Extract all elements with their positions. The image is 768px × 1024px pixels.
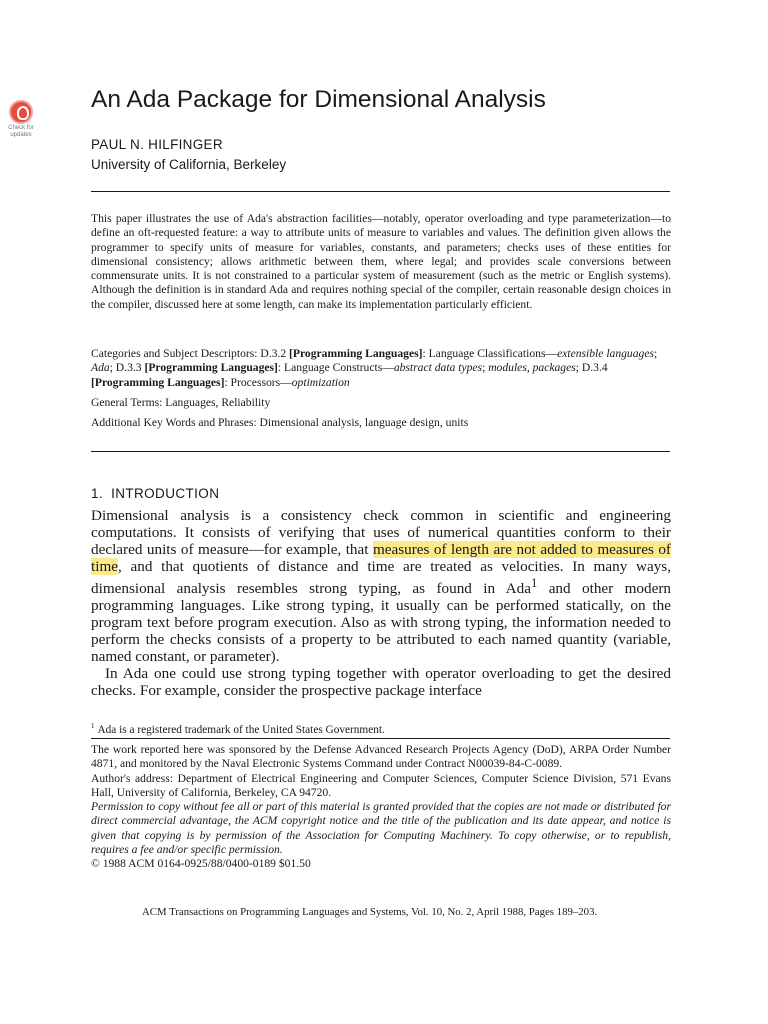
footnote-mark: 1 [91, 722, 95, 730]
categories-text: Categories and Subject Descriptors: D.3.2 [91, 347, 290, 360]
categories-bold: [Programming Languages] [289, 347, 423, 360]
author-name: PAUL N. HILFINGER [91, 137, 223, 152]
categories-text: ; D.3.3 [109, 361, 145, 375]
intro-text: and other modern programming languages. Like strong typing, it usually can be performed statically, on the program text before program execution. Also as with strong typing, the information needed to perform the checks consists of a property to be attributed to each named quantity (variable, named constant, or parameter). [91, 580, 671, 666]
footnote-ref: 1 [530, 576, 538, 590]
footnote-divider [91, 738, 670, 739]
check-for-updates-badge[interactable] [2, 100, 40, 140]
categories-text: : Language Constructs— [277, 361, 394, 375]
author-affiliation: University of California, Berkeley [91, 157, 287, 172]
categories-text: ; [653, 347, 658, 360]
additional-keywords: Additional Key Words and Phrases: Dimensional analysis, language design, units [91, 416, 469, 429]
categories-italic: modules, packages [488, 361, 576, 375]
categories-text: ; [482, 361, 489, 375]
paper-title: An Ada Package for Dimensional Analysis [91, 86, 546, 113]
section-number: 1. [91, 486, 104, 501]
divider-bottom [91, 451, 670, 452]
publication-metadata [91, 743, 671, 872]
categories-bold: [Programming Languages] [91, 375, 225, 389]
check-for-updates-icon [9, 100, 33, 124]
copyright-line: © 1988 ACM 0164-0925/88/0400-0189 $01.50 [91, 857, 311, 871]
intro-text: , and that quotients of distance and time are treated as velocities. In many ways, dimensional analysis resembles strong typing, as found in Ada [91, 558, 671, 598]
section-title: INTRODUCTION [111, 486, 220, 501]
divider-top [91, 191, 670, 192]
section-heading [91, 486, 219, 501]
intro-paragraph-2: In Ada one could use strong typing together with operator overloading to get the desired checks. For example, consider the prospective package interface [91, 665, 671, 700]
badge-label: Check for updates [8, 125, 34, 138]
categories-italic: abstract data types [393, 361, 483, 375]
footnote-text: Ada is a registered trademark of the United States Government. [97, 723, 385, 736]
abstract: This paper illustrates the use of Ada's abstraction facilities—notably, operator overloading and type parameterization—to define an oft-requested feature: a way to attribute units of measure to variables and values. The definition given allows the programmer to specify units of measure for variables, constants, and parameters; checks uses of these entities for dimensional consistency; allows arithmetic between them, where legal; and provides scale conversions between commensurate units. It is not constrained to a particular system of measurement (such as the metric or English systems). Although the definition is in standard Ada and requires nothing special of the compiler, certain reasonable design choices in the compiler, discussed here at some length, can make its implementation particularly efficient. [91, 212, 671, 311]
author-address: Author's address: Department of Electrical Engineering and Computer Sciences, Computer Science Division, 571 Evans Hall, University of California, Berkeley, CA 94720. [91, 771, 671, 799]
categories-italic: extensible languages [557, 347, 654, 360]
funding-note: The work reported here was sponsored by the Defense Advanced Research Projects Agency (DoD), ARPA Order Number 4871, and monitored by the Naval Electronic Systems Command under Contract N00039-84-C-0089. [91, 743, 671, 771]
introduction-body [91, 507, 671, 699]
permission-note: Permission to copy without fee all or part of this material is granted provided that the copies are not made or distributed for direct commercial advantage, the ACM copyright notice and the title of the publication and its date appear, and notice is given that copying is by permission of the Association for Computing Machinery. To copy otherwise, or to republish, requires a fee and/or specific permission. [91, 800, 671, 857]
categories-subject-descriptors [91, 347, 671, 390]
footnote [91, 722, 385, 736]
categories-text: : Language Classifications— [422, 347, 558, 360]
intro-text: Dimensional analysis is a consistency check common in scientific and engineering computations. It consists of verifying that uses of numerical quantities conform to their declared units of measure—for example, that [91, 507, 671, 558]
journal-citation: ACM Transactions on Programming Languages and Systems, Vol. 10, No. 2, April 1988, Pages 189–203. [142, 906, 598, 918]
categories-text: ; D.3.4 [575, 361, 608, 375]
categories-italic: Ada [91, 361, 110, 375]
general-terms: General Terms: Languages, Reliability [91, 396, 271, 409]
categories-italic: optimization [291, 375, 350, 389]
highlighted-text: measures of length are not added to measures of time [91, 541, 671, 575]
intro-paragraph-1 [91, 507, 671, 665]
categories-bold: [Programming Languages] [144, 361, 278, 375]
categories-text: : Processors— [224, 375, 292, 389]
